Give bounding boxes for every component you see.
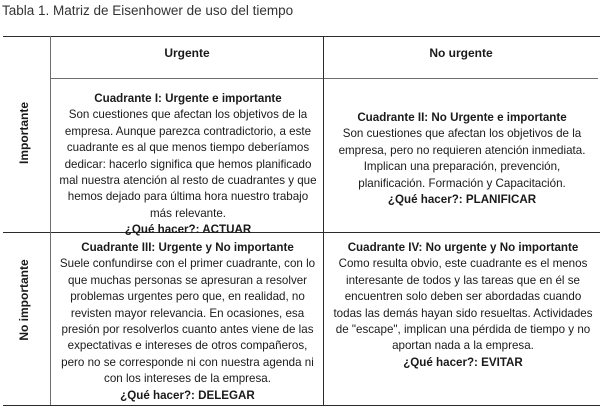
table-top-border xyxy=(3,36,600,37)
quadrant-4-title: Cuadrante IV: No urgente y No importante xyxy=(347,241,579,254)
table-bottom-border xyxy=(3,405,600,406)
quadrant-1-title: Cuadrante I: Urgente e importante xyxy=(94,92,282,105)
quadrant-1-cell xyxy=(57,91,319,239)
quadrant-2-action: ¿Qué hacer?: PLANIFICAR xyxy=(387,193,537,207)
quadrant-3-description: Suele confundirse con el primer cuadrante, con lo que muchas personas se apresuran a resolver problemas urgentes pero que, en realidad, no revisten mayor relevancia. En ocasiones, esa presión por resolverlos cuanto antes viene de las expectativas e intereses de otros compañeros, pero no se corresponde ni con nuestra agenda ni con los intereses de la empresa. xyxy=(59,257,316,386)
header-underline xyxy=(50,78,598,79)
column-header-urgent: Urgente xyxy=(164,46,210,60)
quadrant-4-cell xyxy=(330,240,596,371)
row-header-divider xyxy=(50,36,51,405)
quadrant-2-title: Cuadrante II: No Urgente e importante xyxy=(357,111,567,124)
quadrant-1-action: ¿Qué hacer?: ACTUAR xyxy=(124,223,252,237)
quadrant-2-cell xyxy=(329,110,595,208)
quadrant-4-description: Como resulta obvio, este cuadrante es el menos interesante de todos y las tareas que en él se encuentren solo deben ser abordadas cuando todas las demás hayan sido resueltas. Actividades de "escape", implican una pérdida de tiempo y no aportan nada a la empresa. xyxy=(333,257,593,353)
quadrant-3-cell xyxy=(55,240,320,404)
quadrant-4-action: ¿Qué hacer?: EVITAR xyxy=(403,355,523,369)
column-divider xyxy=(323,36,324,405)
quadrant-3-action: ¿Qué hacer?: DELEGAR xyxy=(120,388,255,402)
row-header-not-important: No importante xyxy=(17,259,31,341)
quadrant-1-description: Son cuestiones que afectan los objetivos de la empresa. Aunque parezca contradictorio, a este cuadrante es al que menos tiempo deberíamos dedicar: hacerlo significa que hemos planificado mal nuestra atención al resto de cuadrantes y que hemos dejado para última hora nuestro trabajo más relevante. xyxy=(59,108,317,220)
quadrant-2-description: Son cuestiones que afectan los objetivos de la empresa, pero no requieren atención inmediata. Implican una preparación, prevención, planificación. Formación y Capacitación. xyxy=(338,127,586,190)
column-header-not-urgent: No urgente xyxy=(429,46,493,60)
quadrant-3-title: Cuadrante III: Urgente y No importante xyxy=(81,241,294,254)
row-header-important: Importante xyxy=(17,101,31,165)
table-caption: Tabla 1. Matriz de Eisenhower de uso del tiempo xyxy=(2,3,294,18)
